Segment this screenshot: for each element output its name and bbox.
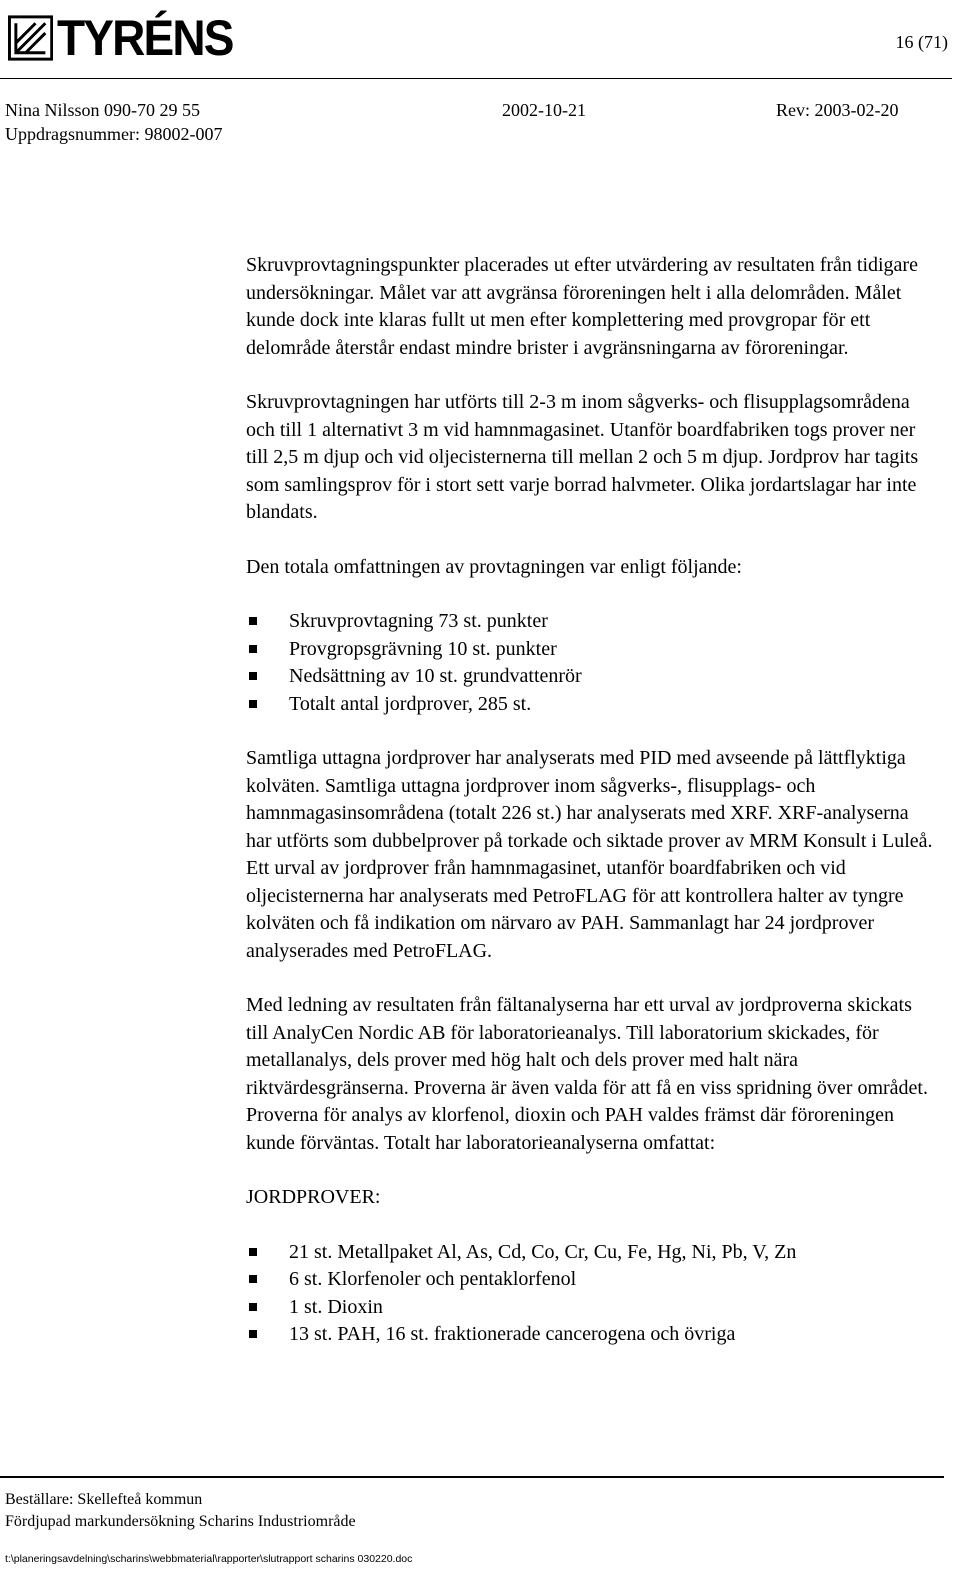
list-item: Nedsättning av 10 st. grundvattenrör [246, 663, 936, 691]
paragraph-field-analyses: Samtliga uttagna jordprover har analyserats med PID med avseende på lättflyktiga kolväten. Samtliga uttagna jordprover inom sågverks-, flisupplags- och hamnmagasinsområdena (totalt 226 st.) har analyserats med XRF. XRF-analyserna har utförts som dubbelprover på torkade och siktade prover av MRM Konsult i Luleå. Ett urval av jordprover från hamnmagasinet, utanför boardfabriken och vid oljecisternerna har analyserats med PetroFLAG för att kontrollera halter av tyngre kolväten och få indikation om närvaro av PAH. Sammanlagt har 24 jordprover analyserades med PetroFLAG. [246, 747, 933, 962]
list-item: Skruvprovtagning 73 st. punkter [246, 608, 936, 636]
company-logo [8, 10, 248, 66]
paragraph-sampling-points: Skruvprovtagningspunkter placerades ut efter utvärdering av resultaten från tidigare undersökningar. Målet var att avgränsa föroreningen helt i alla delområden. Målet kunde dock inte klaras fullt ut men efter komplettering med provgropar för ett delområde återstår endast mindre brister i avgränsningarna av föroreningar. [246, 254, 918, 359]
document-date: 2002-10-21 [502, 100, 586, 120]
list-item: 21 st. Metallpaket Al, As, Cd, Co, Cr, Cu, Fe, Hg, Ni, Pb, V, Zn [246, 1239, 936, 1267]
list-item: 6 st. Klorfenoler och pentaklorfenol [246, 1266, 936, 1294]
list-item: Totalt antal jordprover, 285 st. [246, 691, 936, 719]
list-item: 13 st. PAH, 16 st. fraktionerade cancerogena och övriga [246, 1321, 936, 1349]
project-number: Uppdragsnummer: 98002-007 [5, 124, 223, 144]
file-path: t:\planeringsavdelning\scharins\webbmaterial\rapporter\slutrapport scharins 030220.doc [5, 1553, 413, 1565]
report-title: Fördjupad markundersökning Scharins Industriområde [5, 1513, 356, 1530]
document-body [246, 252, 936, 1376]
paragraph-screw-sampling: Skruvprovtagningen har utförts till 2-3 m inom sågverks- och flisupplagsområdena och till 1 alternativt 3 m vid hamnmagasinet. Utanför boardfabriken togs prover ner till 2,5 m djup och vid oljecisternerna till mellan 2 och 5 m djup. Jordprov har tagits som samlingsprov för i stort sett varje borrad halvmeter. Olika jordartslagar har inte blandats. [246, 391, 919, 523]
header-divider [0, 78, 952, 79]
footer-divider [0, 1476, 944, 1478]
scope-list [246, 608, 936, 718]
author-contact: Nina Nilsson 090-70 29 55 [5, 100, 200, 120]
soil-samples-list [246, 1239, 936, 1349]
client-name: Beställare: Skellefteå kommun [5, 1491, 203, 1508]
logo-wordmark: TYRÉNS [57, 10, 233, 66]
soil-samples-heading: JORDPROVER: [246, 1186, 381, 1208]
list-item: Provgropsgrävning 10 st. punkter [246, 636, 936, 664]
page-number: 16 (71) [895, 32, 948, 52]
revision-date: Rev: 2003-02-20 [776, 100, 899, 120]
scope-intro: Den totala omfattningen av provtagningen var enligt följande: [246, 555, 742, 578]
paragraph-lab-analyses: Med ledning av resultaten från fältanalyserna har ett urval av jordproverna skickats till AnalyCen Nordic AB för laboratorieanalys. Till laboratorium skickades, för metallanalys, dels prover med hög halt och dels prover med halt nära riktvärdesgränserna. Proverna är även valda för att få en viss spridning över området. Proverna för analys av klorfenol, dioxin och PAH valdes främst där föroreningen kunde förväntas. Totalt har laboratorieanalyserna omfattat: [246, 994, 928, 1154]
list-item: 1 st. Dioxin [246, 1294, 936, 1322]
logo-mark-icon [8, 15, 53, 61]
